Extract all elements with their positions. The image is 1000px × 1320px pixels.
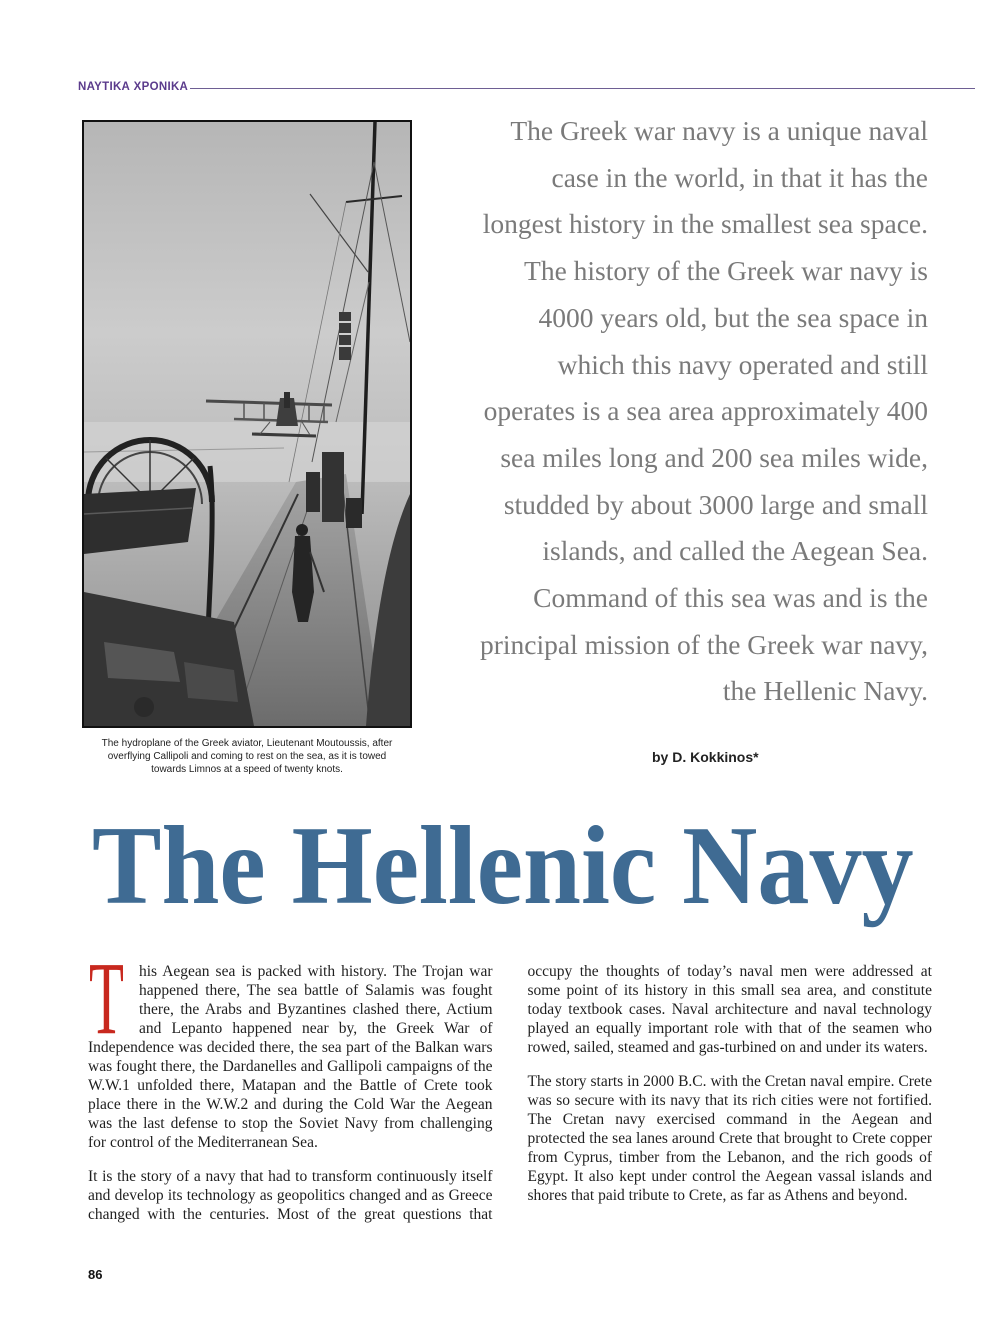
byline: by D. Kokkinos* xyxy=(652,749,759,765)
body-paragraph-text: his Aegean sea is packed with history. The Trojan war happened there, The sea battle of Salamis was fought there, the Arabs and Byzantines clashed there, Actium and Lepanto happened near by, the Greek War of Independence was decided there, the sea part of the Balkan wars was fought there, the Dardanelles and Gallipoli campaigns of the W.W.1 unfolded there, Matapan and the Battle of Crete took place there in the W.W.2 and during the Cold War the Aegean was the last defense to stop the Soviet Navy from challenging for control of the Mediterranean Sea. xyxy=(88,963,493,1151)
caption-line: towards Limnos at a speed of twenty knots. xyxy=(151,764,343,775)
body-paragraph: It is the story of a navy that had to transform continuously itself and develop its technology as geopolitics changed and as Greece changed with the centuries. Most of the great questions that occupy the thoughts of today’s naval men were addressed at some point of its history in this small sea area, and constitute today textbook cases. Naval architecture and naval technology played an equally important role with that of the seamen who rowed, sailed, steamed and gas-turbined on and under its waters. xyxy=(88,963,932,1223)
caption-line: The hydroplane of the Greek aviator, Lieutenant Moutoussis, after xyxy=(101,738,393,749)
magazine-name: ΝΑΥΤΙΚΑ ΧΡΟΝΙΚΑ xyxy=(78,81,189,93)
body-paragraph xyxy=(88,941,493,1152)
pull-quote-line: operates is a sea area approximately 400 xyxy=(483,395,928,427)
drop-cap: T xyxy=(89,941,124,1056)
pull-quote-line: case in the world, in that it has the xyxy=(551,161,928,193)
pull-quote-line: islands, and called the Aegean Sea. xyxy=(542,535,928,567)
pull-quote-line: 4000 years old, but the sea space in xyxy=(538,301,928,333)
pull-quote-line: longest history in the smallest sea space. xyxy=(482,208,928,240)
pull-quote-line: The history of the Greek war navy is xyxy=(524,255,928,287)
body-paragraph: The story starts in 2000 B.C. with the Cretan naval empire. Crete was so secure with its navy that its rich cities were not fortified. The Cretan navy exercised command in the Aegean and protected the sea lanes around Crete that brought to Crete copper from Cyprus, timber from the Lebanon, and the rich goods of Egypt. It also kept under control the Aegean vassal islands and shores that paid tribute to Crete, as far as Athens and beyond. xyxy=(527,1073,932,1204)
pull-quote-line: studded by about 3000 large and small xyxy=(503,488,928,520)
article-body xyxy=(88,941,932,1224)
drop-cap-box xyxy=(88,941,139,1056)
pull-quote-line: Command of this sea was and is the xyxy=(533,582,928,614)
page-number: 86 xyxy=(88,1267,103,1282)
sea-haze xyxy=(84,422,410,482)
caption-line: overflying Callipoli and coming to rest on the sea, as it is towed xyxy=(107,751,387,762)
pull-quote-line: sea miles long and 200 sea miles wide, xyxy=(500,441,928,473)
pull-quote-line: the Hellenic Navy. xyxy=(722,675,928,707)
ship-photo xyxy=(82,120,412,728)
pull-quote-line: which this navy operated and still xyxy=(557,348,928,380)
flag xyxy=(339,312,351,360)
photo-caption xyxy=(82,737,412,776)
article-title: The Hellenic Navy xyxy=(92,804,914,928)
pull-quote-line: The Greek war navy is a unique naval xyxy=(510,115,928,146)
pull-quote-line: principal mission of the Greek war navy, xyxy=(479,628,928,660)
pull-quote xyxy=(430,108,928,715)
running-header xyxy=(78,79,975,95)
header-rule xyxy=(190,88,975,89)
